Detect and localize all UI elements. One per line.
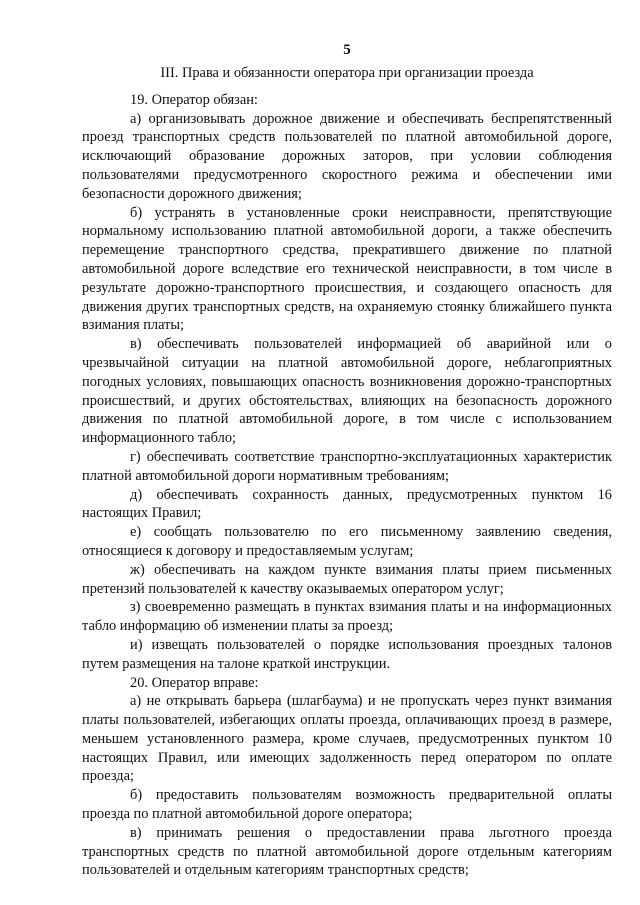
clause-19-z: з) своевременно размещать в пунктах взимания платы и на информационных табло информацию об изменении платы за проезд;	[82, 599, 612, 635]
clause-19-g: г) обеспечивать соответствие транспортно-эксплуатационных характеристик платной автомобильной дороги нормативным требованиям;	[82, 448, 612, 484]
section-title: III. Права и обязанности оператора при организации проезда	[160, 65, 534, 81]
clause-20-heading: 20. Оператор вправе:	[130, 674, 259, 691]
clause-20-b: б) предоставить пользователям возможность предварительной оплаты проезда по платной автомобильной дороге оператора;	[82, 787, 612, 823]
clause-19-b: б) устранять в установленные сроки неисправности, препятствующие нормальному использованию платной автомобильной дороги, а также обеспечить перемещение транспортного средства, прекратившего движение по платной автомобильной дороге вследствие его технической неисправности, в том числе в результате дорожно-транспортного происшествия, и создающего опасность для движения других транспортных средств, на охраняемую стоянку ближайшего пункта взимания платы;	[82, 204, 612, 334]
document-body	[82, 91, 612, 880]
page-number: 5	[343, 42, 351, 58]
clause-19-d: д) обеспечивать сохранность данных, предусмотренных пунктом 16 настоящих Правил;	[82, 486, 612, 522]
clause-19-v: в) обеспечивать пользователей информацией об аварийной или о чрезвычайной ситуации на платной автомобильной дороге, неблагоприятных погодных условиях, повышающих опасность возникновения дорожно-транспортных происшествий, и других обстоятельствах, влияющих на безопасность дорожного движения по платной автомобильной дороге, в том числе с использованием информационного табло;	[82, 336, 612, 447]
clause-20-a: а) не открывать барьера (шлагбаума) и не пропускать через пункт взимания платы пользователей, избегающих оплаты проезда, оплачивающих проезд в размере, меньшем установленного размера, кроме случаев, предусмотренных пунктом 10 настоящих Правил, или имеющих задолженность перед оператором по оплате проезда;	[82, 693, 612, 785]
clause-19-e: е) сообщать пользователю по его письменному заявлению сведения, относящиеся к договору и предоставляемым услугам;	[82, 524, 612, 559]
clause-19-a: а) организовывать дорожное движение и обеспечивать беспрепятственный проезд транспортных средств пользователей по платной автомобильной дороге, исключающий образование дорожных заторов, при условии соблюдения пользователями предусмотренного скоростного режима и обеспечении ими безопасности дорожного движения;	[82, 110, 612, 202]
clause-19-i: и) извещать пользователей о порядке использования проездных талонов путем размещения на талоне краткой инструкции.	[82, 636, 612, 672]
clause-19-heading: 19. Оператор обязан:	[130, 91, 258, 108]
clause-20-v: в) принимать решения о предоставлении права льготного проезда транспортных средств по платной автомобильной дороге отдельным категориям пользователей и отдельным категориям транспортных средств;	[82, 824, 612, 879]
clause-19-zh: ж) обеспечивать на каждом пункте взимания платы прием письменных претензий пользователей к качеству оказываемых оператором услуг;	[82, 561, 612, 597]
